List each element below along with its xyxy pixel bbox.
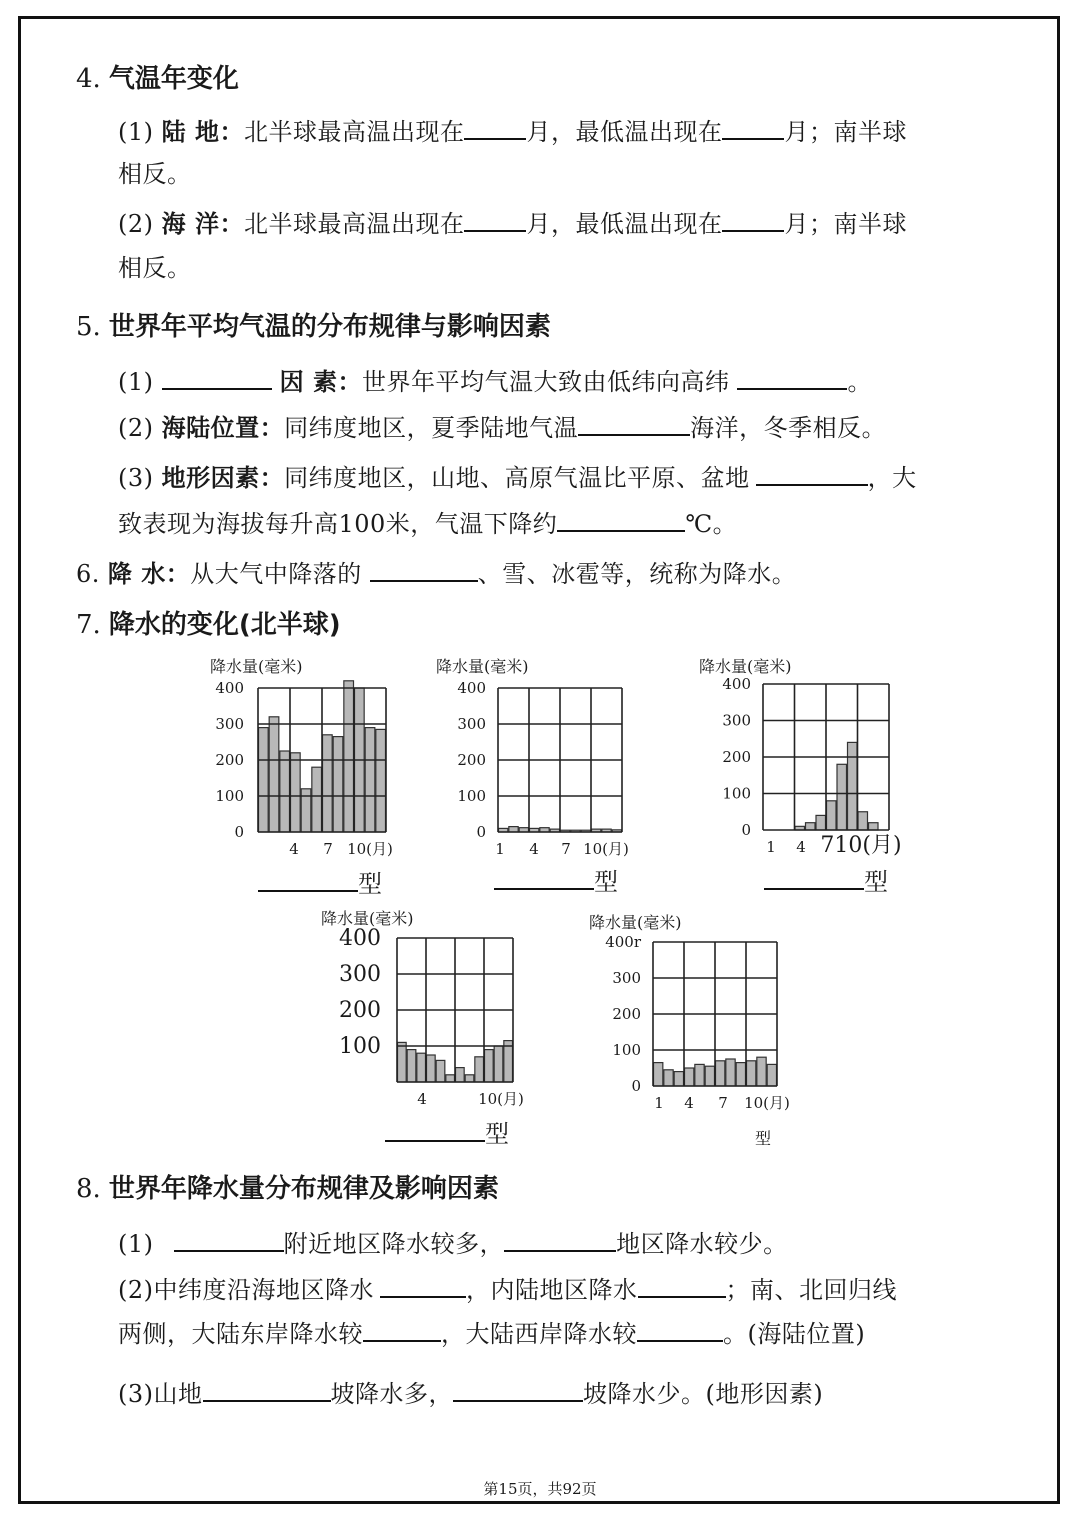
y-tick-label: 400 [722, 675, 751, 693]
y-tick-label: 0 [476, 823, 486, 841]
chart-1-type-label: 型 [258, 864, 382, 899]
y-tick-label: 200 [457, 751, 486, 769]
x-tick-label: 4 [529, 840, 539, 858]
x-tick-label: 1 [766, 838, 776, 856]
answer-blank[interactable] [203, 1380, 331, 1402]
bar-month-9 [848, 742, 858, 830]
section-8-heading: 8. 世界年降水量分布规律及影响因素 [76, 1174, 499, 1204]
bar-month-4 [685, 1068, 694, 1086]
y-tick-label: 400 [215, 679, 244, 697]
rainfall-chart-1 [200, 650, 400, 860]
section-5-heading: 5. 世界年平均气温的分布规律与影响因素 [76, 312, 551, 342]
answer-blank[interactable] [380, 1276, 466, 1298]
bar-month-11 [757, 1057, 766, 1086]
section-7-heading: 7. 降水的变化(北半球) [76, 610, 341, 640]
bar-month-3 [280, 751, 290, 832]
y-tick-label: 0 [741, 821, 751, 839]
y-tick-label: 200 [339, 998, 381, 1023]
bar-month-3 [674, 1072, 683, 1086]
bar-month-12 [504, 1041, 513, 1082]
page-footer: 第15页，共92页 [483, 1480, 597, 1498]
bar-month-2 [664, 1070, 673, 1086]
x-tick-label: 7 [718, 1094, 728, 1112]
bar-month-1 [259, 728, 269, 832]
q4-item-1: (1) 陆 地：北半球最高温出现在 月，最低温出现在 月；南半球 [118, 118, 907, 146]
section-6: 6. 降 水：从大气中降落的 、雪、冰雹等，统称为降水。 [76, 560, 797, 588]
section-4-heading [76, 58, 239, 95]
q5-item-3: (3) 地形因素：同纬度地区，山地、高原气温比平原、盆地 ，大 [118, 464, 917, 492]
y-tick-label: 400 [339, 926, 381, 951]
bar-month-2 [407, 1050, 416, 1082]
answer-blank[interactable] [637, 1320, 723, 1342]
x-tick-label: 710(月) [820, 833, 902, 858]
chart-4-type-label: 型 [385, 1114, 509, 1149]
bar-month-6 [705, 1066, 714, 1086]
y-tick-label: 200 [722, 748, 751, 766]
q8-item-1: (1) 附近地区降水较多， 地区降水较少。 [118, 1230, 788, 1258]
y-axis-label: 降水量(毫米) [321, 909, 414, 928]
bar-month-6 [816, 815, 826, 830]
rainfall-chart-4 [315, 902, 545, 1112]
bar-month-6 [312, 767, 322, 832]
bar-month-9 [736, 1063, 745, 1086]
chart-2-type-label: 型 [494, 862, 618, 897]
answer-blank[interactable] [722, 210, 784, 232]
bar-month-10 [485, 1050, 494, 1082]
bar-month-5 [806, 823, 816, 830]
bar-month-9 [475, 1057, 484, 1082]
bar-month-6 [446, 1075, 455, 1082]
bar-month-9 [344, 681, 354, 832]
answer-blank[interactable] [578, 414, 690, 436]
answer-blank[interactable] [453, 1380, 583, 1402]
bar-month-5 [695, 1064, 704, 1086]
answer-blank[interactable] [504, 1230, 616, 1252]
chart-5-type-label: 型 [755, 1129, 772, 1148]
bar-month-11 [494, 1046, 503, 1082]
bar-month-10 [858, 812, 868, 830]
x-tick-label: 4 [289, 840, 299, 858]
answer-blank[interactable] [756, 464, 868, 486]
answer-blank[interactable] [370, 560, 478, 582]
rainfall-chart-2 [430, 650, 660, 860]
bar-month-2 [269, 717, 279, 832]
bar-month-11 [365, 728, 375, 832]
x-tick-label: 7 [323, 840, 333, 858]
bar-month-10 [747, 1061, 756, 1086]
chart-3-type-label: 型 [764, 862, 888, 897]
y-tick-label: 100 [215, 787, 244, 805]
y-tick-label: 300 [339, 962, 381, 987]
y-tick-label: 300 [457, 715, 486, 733]
x-tick-label: 7 [561, 840, 571, 858]
bar-month-3 [417, 1053, 426, 1082]
y-axis-label: 降水量(毫米) [436, 657, 529, 676]
y-tick-label: 100 [457, 787, 486, 805]
bar-month-8 [837, 764, 847, 830]
rainfall-chart-3 [695, 650, 925, 860]
answer-blank[interactable] [258, 870, 358, 892]
answer-blank[interactable] [638, 1276, 726, 1298]
y-tick-label: 200 [612, 1005, 641, 1023]
rainfall-chart-5 [585, 906, 815, 1116]
bar-month-7 [827, 801, 837, 830]
y-axis-label: 降水量(毫米) [589, 913, 682, 932]
x-tick-label: 4 [796, 838, 806, 856]
y-tick-label: 100 [339, 1034, 381, 1059]
bar-month-7 [456, 1068, 465, 1082]
answer-blank[interactable] [162, 368, 272, 390]
section-title: 气温年变化 [108, 64, 239, 94]
section-number: 4. [76, 64, 101, 94]
bar-month-2 [509, 827, 518, 832]
x-tick-label: 10(月) [583, 840, 629, 858]
x-tick-label: 1 [654, 1094, 664, 1112]
x-tick-label: 10(月) [347, 840, 393, 858]
y-tick-label: 100 [612, 1041, 641, 1059]
bar-month-7 [323, 735, 333, 832]
bar-month-12 [376, 729, 386, 832]
q8-item-3: (3)山地 坡降水多， 坡降水少。(地形因素) [118, 1380, 824, 1408]
q8-item-2-cont: 两侧，大陆东岸降水较 ，大陆西岸降水较 。(海陆位置) [118, 1320, 866, 1348]
y-axis-label: 降水量(毫米) [210, 657, 303, 676]
y-tick-label: 0 [234, 823, 244, 841]
answer-blank[interactable] [363, 1320, 441, 1342]
bar-month-1 [654, 1063, 663, 1086]
bar-month-7 [716, 1061, 725, 1086]
x-tick-label: 4 [417, 1090, 427, 1108]
q4-item-2: (2) 海 洋：北半球最高温出现在 月，最低温出现在 月；南半球 [118, 210, 907, 238]
x-tick-label: 10(月) [478, 1090, 524, 1108]
answer-blank[interactable] [764, 868, 864, 890]
answer-blank[interactable] [464, 210, 526, 232]
bar-month-4 [291, 753, 301, 832]
y-tick-label: 0 [631, 1077, 641, 1095]
bar-month-5 [436, 1060, 445, 1082]
y-axis-label: 降水量(毫米) [699, 657, 792, 676]
x-tick-label: 10(月) [744, 1094, 790, 1112]
y-tick-label: 300 [612, 969, 641, 987]
bar-month-11 [869, 823, 879, 830]
q4-item-1-cont: 相反。 [118, 160, 192, 188]
answer-blank[interactable] [494, 868, 594, 890]
answer-blank[interactable] [557, 510, 685, 532]
y-tick-label: 400r [605, 933, 641, 951]
bar-month-8 [465, 1075, 474, 1082]
y-tick-label: 300 [215, 715, 244, 733]
x-tick-label: 1 [495, 840, 505, 858]
answer-blank[interactable] [385, 1120, 485, 1142]
bar-month-12 [767, 1064, 776, 1086]
q4-item-2-cont: 相反。 [118, 254, 192, 282]
answer-blank[interactable] [464, 118, 526, 140]
y-tick-label: 200 [215, 751, 244, 769]
q5-item-3-cont: 致表现为海拔每升高100米，气温下降约 ℃。 [118, 510, 738, 538]
bar-month-1 [398, 1042, 407, 1082]
bar-month-8 [726, 1059, 735, 1086]
q5-item-1: (1) 因 素：世界年平均气温大致由低纬向高纬 。 [118, 368, 872, 396]
x-tick-label: 4 [684, 1094, 694, 1112]
answer-blank[interactable] [174, 1230, 284, 1252]
answer-blank[interactable] [737, 368, 847, 390]
bar-month-4 [427, 1055, 436, 1082]
y-tick-label: 400 [457, 679, 486, 697]
bar-month-8 [333, 737, 343, 832]
answer-blank[interactable] [722, 118, 784, 140]
y-tick-label: 100 [722, 784, 751, 803]
y-tick-label: 300 [722, 711, 751, 730]
q5-item-2: (2) 海陆位置：同纬度地区，夏季陆地气温 海洋，冬季相反。 [118, 414, 887, 442]
q8-item-2: (2)中纬度沿海地区降水 ，内陆地区降水 ；南、北回归线 [118, 1276, 897, 1304]
